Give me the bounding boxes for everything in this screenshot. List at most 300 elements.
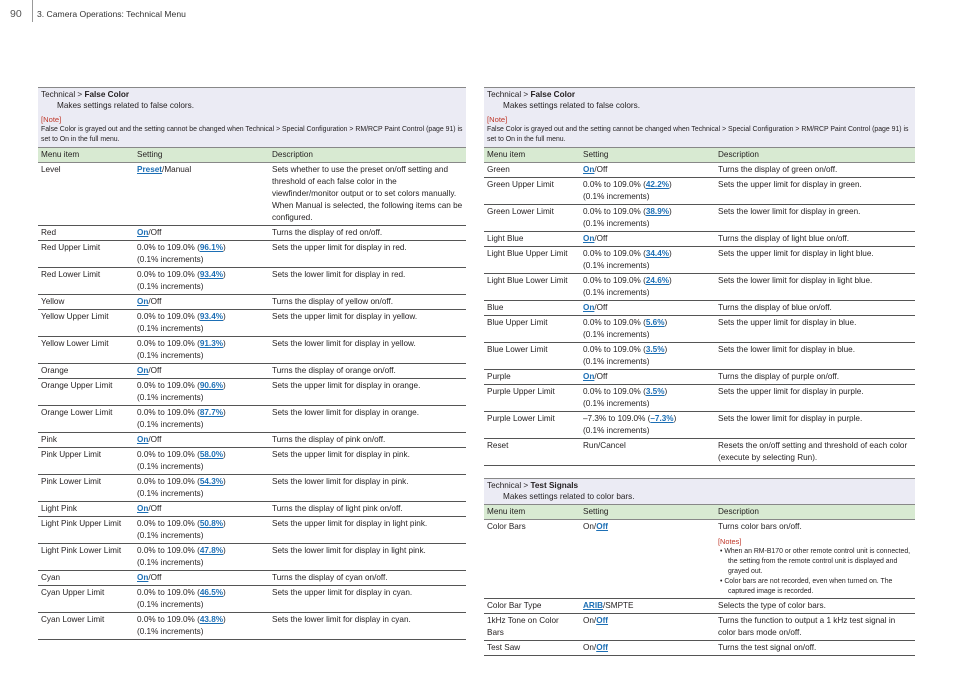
- setting-increment: (0.1% increments): [583, 426, 650, 435]
- setting-range: 0.0% to 109.0% (: [137, 588, 200, 597]
- setting-value: [580, 385, 715, 412]
- note-label: [Note]: [41, 115, 62, 124]
- menu-item-name: Level: [38, 163, 134, 226]
- setting-suffix: ): [669, 276, 672, 285]
- table-row: [38, 337, 466, 364]
- note-text: False Color is grayed out and the setting cannot be changed when Technical > Special Configuration > RM/RCP Paint Control (page 91) is set to On in the full menu.: [41, 126, 463, 143]
- table-row: [38, 475, 466, 502]
- col-setting: Setting: [134, 148, 269, 163]
- setting-value: [134, 613, 269, 640]
- table-row: [484, 412, 915, 439]
- setting-default: –7.3%: [650, 414, 674, 423]
- setting-description: [715, 520, 915, 599]
- setting-increment: (0.1% increments): [137, 282, 204, 291]
- setting-value: [580, 247, 715, 274]
- menu-item-name: Light Blue Lower Limit: [484, 274, 580, 301]
- setting-description: Resets the on/off setting and threshold of each color (execute by selecting Run).: [715, 439, 915, 466]
- menu-item-name: Pink Lower Limit: [38, 475, 134, 502]
- setting-value: [580, 232, 715, 247]
- test-signals-table: [484, 504, 915, 656]
- setting-value: [134, 163, 269, 226]
- menu-item-name: Red: [38, 226, 134, 241]
- table-row: [484, 641, 915, 656]
- note-label: [Note]: [487, 115, 508, 124]
- setting-value: [580, 439, 715, 466]
- setting-range: 0.0% to 109.0% (: [583, 318, 646, 327]
- menu-item-name: Blue Lower Limit: [484, 343, 580, 370]
- setting-suffix: /Off: [594, 165, 608, 174]
- section-description: Makes settings related to color bars.: [503, 492, 635, 501]
- setting-default: On: [137, 228, 149, 237]
- setting-value: [580, 343, 715, 370]
- setting-default: 47.8%: [199, 546, 224, 555]
- table-row: [484, 520, 915, 599]
- setting-value: [580, 641, 715, 656]
- menu-item-name: Purple Upper Limit: [484, 385, 580, 412]
- setting-suffix: ): [673, 414, 677, 423]
- setting-description: Sets the upper limit for display in cyan.: [269, 586, 466, 613]
- setting-suffix: ): [664, 318, 668, 327]
- table-header-row: [484, 505, 915, 520]
- setting-increment: (0.1% increments): [137, 489, 204, 498]
- setting-default: 5.6%: [645, 318, 665, 327]
- table-row: [38, 379, 466, 406]
- table-row: [484, 274, 915, 301]
- setting-range: 0.0% to 109.0% (: [137, 408, 200, 417]
- table-row: [38, 544, 466, 571]
- description-text: Turns the function to output a 1 kHz test signal in color bars mode on/off.: [718, 616, 896, 637]
- setting-description: Sets the lower limit for display in purple.: [715, 412, 915, 439]
- col-setting: Setting: [580, 505, 715, 520]
- setting-default: On: [137, 504, 149, 513]
- setting-description: [715, 614, 915, 641]
- setting-suffix: ): [223, 477, 226, 486]
- section-title: Technical > False Color: [41, 90, 130, 99]
- setting-default: 87.7%: [199, 408, 224, 417]
- setting-increment: (0.1% increments): [137, 351, 204, 360]
- table-row: [38, 433, 466, 448]
- setting-value: [134, 502, 269, 517]
- note-text: False Color is grayed out and the setting cannot be changed when Technical > Special Configuration > RM/RCP Paint Control (page 91) is set to On in the full menu.: [487, 126, 909, 143]
- table-row: [484, 614, 915, 641]
- menu-item-name: Yellow Lower Limit: [38, 337, 134, 364]
- setting-default: 54.3%: [199, 477, 224, 486]
- table-row: [38, 295, 466, 310]
- setting-default: 58.0%: [199, 450, 224, 459]
- menu-item-name: Blue: [484, 301, 580, 316]
- menu-item-name: Purple: [484, 370, 580, 385]
- setting-suffix: ): [664, 387, 668, 396]
- setting-description: Sets the upper limit for display in purple.: [715, 385, 915, 412]
- setting-value: [134, 379, 269, 406]
- table-row: [38, 310, 466, 337]
- setting-value: [134, 406, 269, 433]
- table-row: [484, 205, 915, 232]
- setting-default: On: [137, 435, 149, 444]
- setting-default: On: [137, 573, 149, 582]
- setting-suffix: /Off: [148, 504, 162, 513]
- setting-description: Sets the upper limit for display in light blue.: [715, 247, 915, 274]
- setting-description: Turns the display of pink on/off.: [269, 433, 466, 448]
- setting-description: Sets the lower limit for display in cyan.: [269, 613, 466, 640]
- setting-description: Turns the display of light pink on/off.: [269, 502, 466, 517]
- setting-increment: (0.1% increments): [583, 261, 650, 270]
- setting-default: 46.5%: [199, 588, 224, 597]
- setting-description: Turns the display of orange on/off.: [269, 364, 466, 379]
- description-text: Selects the type of color bars.: [718, 601, 826, 610]
- menu-item-name: Green Lower Limit: [484, 205, 580, 232]
- table-row: [38, 226, 466, 241]
- setting-value: [580, 178, 715, 205]
- setting-range: 0.0% to 109.0% (: [137, 546, 200, 555]
- menu-item-name: Yellow Upper Limit: [38, 310, 134, 337]
- col-description: Description: [715, 505, 915, 520]
- table-row: [38, 571, 466, 586]
- note-bullet: [718, 547, 912, 577]
- setting-value: [580, 412, 715, 439]
- setting-description: Sets the lower limit for display in light blue.: [715, 274, 915, 301]
- false-color-section-header: [484, 87, 915, 147]
- table-row: [484, 301, 915, 316]
- setting-value: [580, 316, 715, 343]
- table-row: [484, 178, 915, 205]
- setting-description: Sets the upper limit for display in green.: [715, 178, 915, 205]
- table-header-row: [484, 148, 915, 163]
- menu-item-name: Yellow: [38, 295, 134, 310]
- setting-value: [580, 205, 715, 232]
- setting-increment: (0.1% increments): [583, 357, 650, 366]
- setting-increment: (0.1% increments): [137, 462, 204, 471]
- setting-default: 24.6%: [645, 276, 670, 285]
- setting-value: [134, 571, 269, 586]
- setting-description: Turns the display of red on/off.: [269, 226, 466, 241]
- setting-suffix: /Off: [594, 303, 608, 312]
- menu-item-name: Light Pink Lower Limit: [38, 544, 134, 571]
- left-column: [38, 87, 466, 640]
- setting-increment: (0.1% increments): [583, 288, 650, 297]
- table-row: [484, 163, 915, 178]
- setting-suffix: ): [223, 339, 226, 348]
- setting-default: On: [583, 303, 595, 312]
- table-row: [484, 439, 915, 466]
- table-row: [38, 268, 466, 295]
- setting-increment: (0.1% increments): [137, 627, 204, 636]
- setting-value: [134, 268, 269, 295]
- setting-default: On: [583, 165, 595, 174]
- table-row: [484, 599, 915, 614]
- chapter-title: 3. Camera Operations: Technical Menu: [37, 9, 186, 19]
- test-signals-section-header: [484, 478, 915, 504]
- setting-increment: (0.1% increments): [137, 393, 204, 402]
- table-row: [38, 613, 466, 640]
- notes-label: [Notes]: [718, 537, 742, 546]
- setting-suffix: ): [223, 312, 226, 321]
- setting-default: 50.8%: [199, 519, 224, 528]
- setting-default: 42.2%: [645, 180, 670, 189]
- table-header-row: [38, 148, 466, 163]
- menu-item-name: Color Bar Type: [484, 599, 580, 614]
- setting-default: 93.4%: [199, 270, 224, 279]
- setting-default: Off: [596, 522, 609, 531]
- setting-suffix: ): [223, 519, 226, 528]
- table-row: [484, 385, 915, 412]
- setting-suffix: /Off: [148, 573, 162, 582]
- setting-default: 3.5%: [645, 387, 665, 396]
- setting-value: [580, 301, 715, 316]
- setting-value: [134, 337, 269, 364]
- setting-suffix: ): [223, 408, 226, 417]
- table-row: [38, 502, 466, 517]
- setting-value: [134, 310, 269, 337]
- page-number: 90: [10, 8, 22, 20]
- setting-increment: (0.1% increments): [137, 255, 204, 264]
- setting-default: 43.8%: [199, 615, 224, 624]
- setting-description: Sets the upper limit for display in light pink.: [269, 517, 466, 544]
- setting-suffix: /Off: [148, 297, 162, 306]
- menu-item-name: Red Lower Limit: [38, 268, 134, 295]
- setting-default: Off: [596, 616, 609, 625]
- note-bullet-text: When an RM-B170 or other remote control unit is connected, the setting from the remote control unit is displayed and grayed out.: [724, 548, 911, 575]
- setting-value: [134, 448, 269, 475]
- setting-description: Sets the upper limit for display in red.: [269, 241, 466, 268]
- col-menu-item: Menu item: [38, 148, 134, 163]
- setting-suffix: /Off: [148, 435, 162, 444]
- table-row: [484, 232, 915, 247]
- menu-item-name: Light Pink: [38, 502, 134, 517]
- menu-item-name: Light Blue Upper Limit: [484, 247, 580, 274]
- setting-value: [134, 241, 269, 268]
- setting-suffix: ): [664, 345, 668, 354]
- menu-item-name: Orange Lower Limit: [38, 406, 134, 433]
- setting-range: 0.0% to 109.0% (: [137, 339, 200, 348]
- setting-increment: (0.1% increments): [583, 192, 650, 201]
- table-row: [484, 343, 915, 370]
- section-description: Makes settings related to false colors.: [57, 101, 194, 110]
- table-row: [38, 586, 466, 613]
- menu-item-name: Pink Upper Limit: [38, 448, 134, 475]
- setting-suffix: ): [223, 243, 226, 252]
- table-body: [484, 163, 915, 466]
- setting-description: Sets the upper limit for display in yellow.: [269, 310, 466, 337]
- menu-item-name: Blue Upper Limit: [484, 316, 580, 343]
- setting-default: On: [583, 372, 595, 381]
- setting-default: On: [137, 366, 149, 375]
- setting-increment: (0.1% increments): [137, 600, 204, 609]
- note-bullet-text: Color bars are not recorded, even when turned on. The captured image is recorded.: [724, 578, 893, 595]
- setting-value: [580, 274, 715, 301]
- setting-description: Turns the display of blue on/off.: [715, 301, 915, 316]
- menu-item-name: Cyan: [38, 571, 134, 586]
- setting-suffix: /Off: [594, 372, 608, 381]
- setting-prefix: On/: [583, 522, 597, 531]
- table-row: [38, 241, 466, 268]
- setting-increment: (0.1% increments): [583, 219, 650, 228]
- setting-value: [580, 163, 715, 178]
- setting-description: Sets whether to use the preset on/off setting and threshold of each false color in the viewfinder/monitor output or to set colors manually. When Manual is selected, the following items can be configured.: [269, 163, 466, 226]
- setting-suffix: /Manual: [162, 165, 192, 174]
- setting-value: [580, 614, 715, 641]
- setting-description: Turns the display of yellow on/off.: [269, 295, 466, 310]
- setting-range: Run/Cancel: [583, 441, 626, 450]
- setting-suffix: /Off: [148, 366, 162, 375]
- setting-range: 0.0% to 109.0% (: [583, 276, 646, 285]
- setting-value: [134, 364, 269, 379]
- setting-increment: (0.1% increments): [137, 558, 204, 567]
- table-body: [38, 163, 466, 640]
- table-row: [38, 364, 466, 379]
- setting-description: Sets the lower limit for display in green.: [715, 205, 915, 232]
- setting-increment: (0.1% increments): [137, 324, 204, 333]
- table-row: [484, 247, 915, 274]
- setting-range: 0.0% to 109.0% (: [583, 180, 646, 189]
- table-body: [484, 520, 915, 656]
- setting-description: Sets the lower limit for display in blue.: [715, 343, 915, 370]
- setting-default: 90.6%: [199, 381, 224, 390]
- table-row: [38, 163, 466, 226]
- setting-range: 0.0% to 109.0% (: [137, 519, 200, 528]
- menu-item-name: Red Upper Limit: [38, 241, 134, 268]
- setting-value: [134, 517, 269, 544]
- setting-description: Sets the upper limit for display in pink.: [269, 448, 466, 475]
- setting-description: Turns the display of green on/off.: [715, 163, 915, 178]
- setting-default: On: [583, 234, 595, 243]
- setting-description: Sets the lower limit for display in yellow.: [269, 337, 466, 364]
- description-text: Turns color bars on/off.: [718, 522, 802, 531]
- setting-range: –7.3% to 109.0% (: [583, 414, 651, 423]
- setting-suffix: ): [223, 546, 226, 555]
- setting-suffix: ): [669, 249, 672, 258]
- setting-default: 91.3%: [199, 339, 224, 348]
- menu-item-name: 1kHz Tone on Color Bars: [484, 614, 580, 641]
- setting-description: Sets the lower limit for display in orange.: [269, 406, 466, 433]
- menu-item-name: Orange: [38, 364, 134, 379]
- setting-description: Sets the lower limit for display in red.: [269, 268, 466, 295]
- setting-increment: (0.1% increments): [137, 420, 204, 429]
- setting-increment: (0.1% increments): [583, 330, 650, 339]
- table-row: [38, 448, 466, 475]
- setting-description: [715, 599, 915, 614]
- setting-range: 0.0% to 109.0% (: [583, 345, 646, 354]
- setting-range: 0.0% to 109.0% (: [137, 477, 200, 486]
- setting-range: 0.0% to 109.0% (: [583, 207, 646, 216]
- false-color-table-right: [484, 147, 915, 466]
- setting-increment: (0.1% increments): [137, 531, 204, 540]
- setting-value: [134, 295, 269, 310]
- setting-value: [134, 544, 269, 571]
- setting-suffix: ): [223, 588, 226, 597]
- setting-suffix: /SMPTE: [603, 601, 634, 610]
- setting-value: [580, 599, 715, 614]
- setting-suffix: ): [223, 381, 226, 390]
- note-bullet: [718, 577, 912, 597]
- menu-item-name: Green Upper Limit: [484, 178, 580, 205]
- bullet-icon: •: [720, 578, 725, 585]
- setting-value: [580, 520, 715, 599]
- setting-description: Turns the display of light blue on/off.: [715, 232, 915, 247]
- setting-suffix: /Off: [148, 228, 162, 237]
- setting-description: Turns the display of cyan on/off.: [269, 571, 466, 586]
- col-setting: Setting: [580, 148, 715, 163]
- false-color-table-left: [38, 147, 466, 640]
- setting-range: 0.0% to 109.0% (: [137, 243, 200, 252]
- setting-suffix: ): [223, 615, 226, 624]
- menu-item-name: Orange Upper Limit: [38, 379, 134, 406]
- setting-default: 38.9%: [645, 207, 670, 216]
- setting-description: Sets the lower limit for display in light pink.: [269, 544, 466, 571]
- description-text: Turns the test signal on/off.: [718, 643, 817, 652]
- setting-range: 0.0% to 109.0% (: [583, 387, 646, 396]
- setting-range: 0.0% to 109.0% (: [137, 450, 200, 459]
- setting-suffix: ): [223, 270, 226, 279]
- setting-value: [134, 433, 269, 448]
- setting-prefix: On/: [583, 616, 597, 625]
- menu-item-name: Reset: [484, 439, 580, 466]
- setting-range: 0.0% to 109.0% (: [137, 381, 200, 390]
- col-description: Description: [269, 148, 466, 163]
- setting-default: 3.5%: [645, 345, 665, 354]
- col-menu-item: Menu item: [484, 148, 580, 163]
- setting-range: 0.0% to 109.0% (: [137, 312, 200, 321]
- setting-suffix: /Off: [594, 234, 608, 243]
- setting-prefix: On/: [583, 643, 597, 652]
- setting-range: 0.0% to 109.0% (: [137, 615, 200, 624]
- setting-range: 0.0% to 109.0% (: [583, 249, 646, 258]
- table-row: [484, 316, 915, 343]
- setting-value: [134, 475, 269, 502]
- setting-default: On: [137, 297, 149, 306]
- menu-item-name: Light Blue: [484, 232, 580, 247]
- setting-default: 96.1%: [199, 243, 224, 252]
- setting-increment: (0.1% increments): [583, 399, 650, 408]
- table-row: [38, 406, 466, 433]
- table-row: [38, 517, 466, 544]
- setting-description: Sets the upper limit for display in orange.: [269, 379, 466, 406]
- menu-item-name: Cyan Lower Limit: [38, 613, 134, 640]
- setting-value: [580, 370, 715, 385]
- col-menu-item: Menu item: [484, 505, 580, 520]
- setting-value: [134, 226, 269, 241]
- setting-default: Preset: [137, 165, 163, 174]
- menu-item-name: Color Bars: [484, 520, 580, 599]
- setting-suffix: ): [223, 450, 226, 459]
- right-column: [484, 87, 915, 656]
- setting-description: Sets the lower limit for display in pink.: [269, 475, 466, 502]
- menu-item-name: Pink: [38, 433, 134, 448]
- col-description: Description: [715, 148, 915, 163]
- section-title: Technical > False Color: [487, 90, 576, 99]
- setting-description: Sets the upper limit for display in blue.: [715, 316, 915, 343]
- setting-value: [134, 586, 269, 613]
- header-divider: [32, 0, 33, 22]
- section-spacer: [484, 466, 915, 478]
- menu-item-name: Cyan Upper Limit: [38, 586, 134, 613]
- menu-item-name: Green: [484, 163, 580, 178]
- setting-description: Turns the display of purple on/off.: [715, 370, 915, 385]
- setting-default: Off: [596, 643, 609, 652]
- setting-suffix: ): [669, 207, 672, 216]
- setting-default: ARIB: [583, 601, 604, 610]
- setting-suffix: ): [669, 180, 672, 189]
- setting-description: [715, 641, 915, 656]
- menu-item-name: Test Saw: [484, 641, 580, 656]
- section-description: Makes settings related to false colors.: [503, 101, 640, 110]
- menu-item-name: Light Pink Upper Limit: [38, 517, 134, 544]
- menu-item-name: Purple Lower Limit: [484, 412, 580, 439]
- setting-range: 0.0% to 109.0% (: [137, 270, 200, 279]
- section-title: Technical > Test Signals: [487, 481, 579, 490]
- setting-default: 34.4%: [645, 249, 670, 258]
- table-row: [484, 370, 915, 385]
